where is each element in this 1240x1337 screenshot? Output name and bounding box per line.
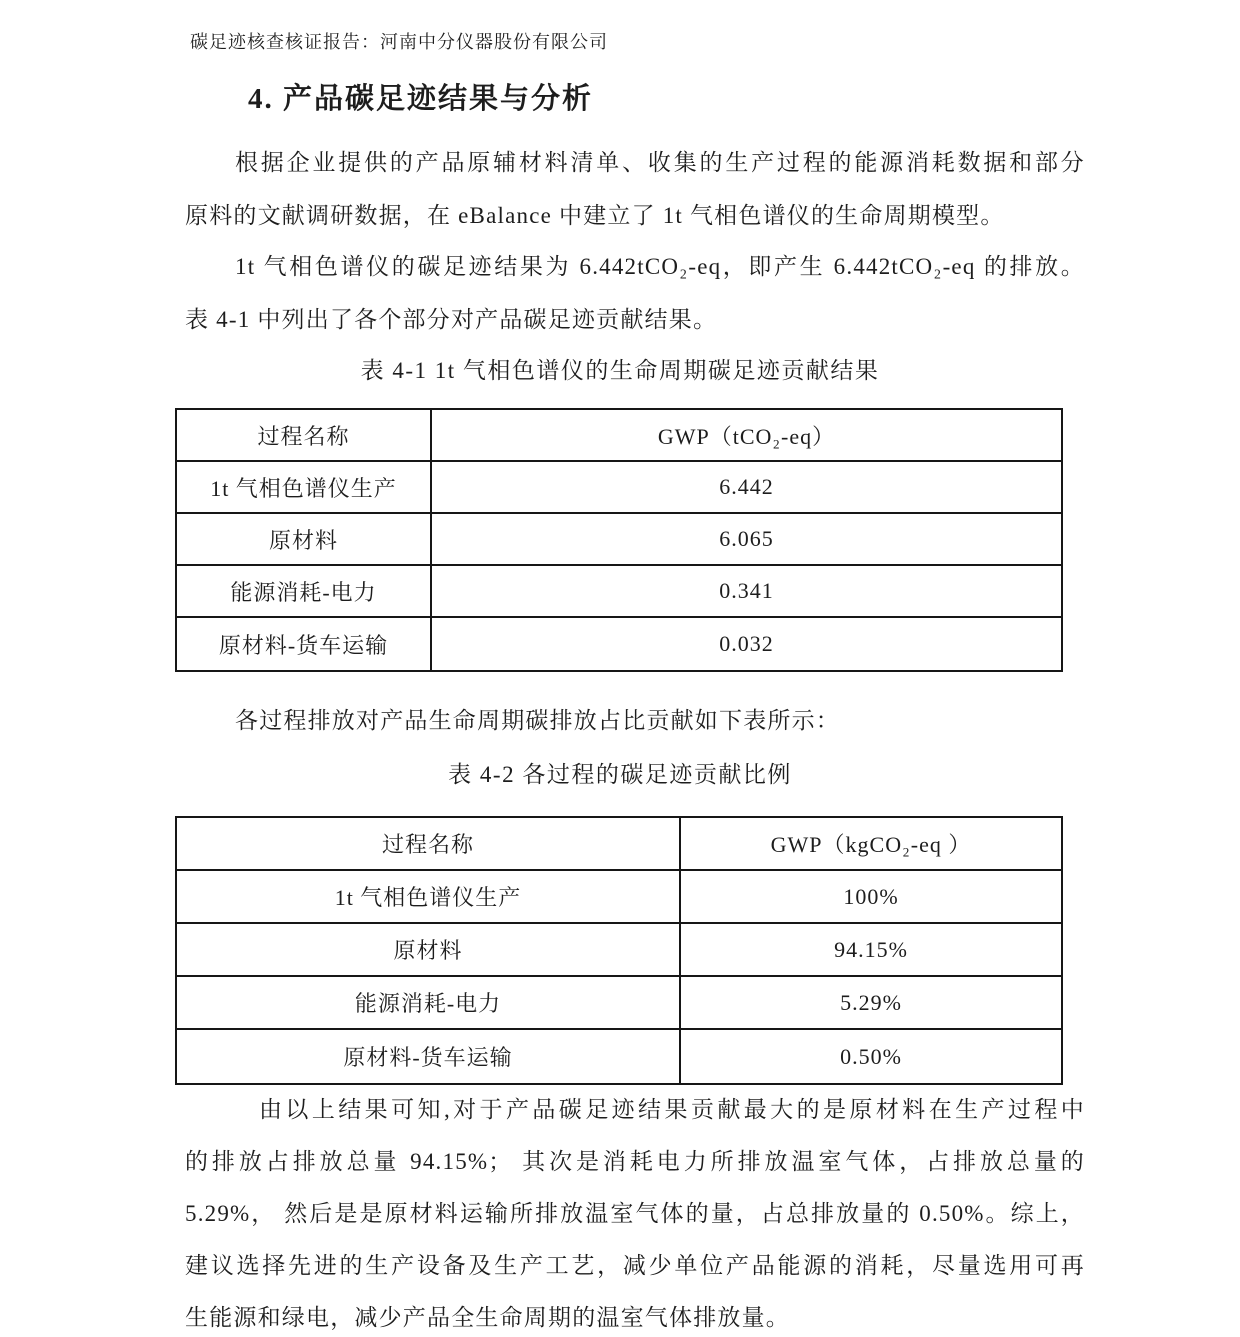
paragraph-line: 原料的文献调研数据，在 eBalance 中建立了 1t 气相色谱仪的生命周期模型。 xyxy=(185,203,1005,228)
table-cell-process: 原材料 xyxy=(177,514,432,566)
table-cell-process: 原材料-货车运输 xyxy=(177,1030,681,1083)
paragraph-line: 根据企业提供的产品原辅材料清单、收集的生产过程的能源消耗数据和部分 xyxy=(235,150,1085,175)
paragraph-model-intro xyxy=(185,136,1085,242)
table-cell-value: 0.341 xyxy=(432,566,1061,618)
table-cell-process: 原材料 xyxy=(177,924,681,977)
table-cell-process: 能源消耗-电力 xyxy=(177,566,432,618)
table-4-2-caption: 表 4-2 各过程的碳足迹贡献比例 xyxy=(448,762,792,787)
table-cell-value: 0.50% xyxy=(840,1043,902,1069)
table-cell-process: 原材料-货车运输 xyxy=(177,618,432,670)
table-4-1-header-gwp: GWP（tCO₂-eq） xyxy=(432,410,1061,462)
table-cell-value: 6.065 xyxy=(432,514,1061,566)
table-cell-value: 6.442 xyxy=(432,462,1061,514)
paragraph-ratio-intro xyxy=(185,694,1085,747)
paragraph-line: 各过程排放对产品生命周期碳排放占比贡献如下表所示： xyxy=(235,708,840,733)
paragraph-conclusion xyxy=(185,1084,1085,1337)
paragraph-line: 表 4-1 中列出了各个部分对产品碳足迹贡献结果。 xyxy=(185,307,718,332)
table-cell-value: 94.15% xyxy=(681,924,1061,977)
table-4-1 xyxy=(175,408,1063,672)
table-cell-value: 5.29% xyxy=(681,977,1061,1030)
table-4-1-header-process: 过程名称 xyxy=(177,410,432,462)
table-4-1-caption: 表 4-1 1t 气相色谱仪的生命周期碳足迹贡献结果 xyxy=(360,358,880,383)
table-4-2-header-process: 过程名称 xyxy=(177,818,681,871)
section-title: 4. 产品碳足迹结果与分析 xyxy=(248,83,594,115)
paragraph-line: 建议选择先进的生产设备及生产工艺，减少单位产品能源的消耗，尽量选用可再 xyxy=(185,1253,1085,1278)
table-cell-process: 1t 气相色谱仪生产 xyxy=(177,462,432,514)
table-4-2 xyxy=(175,816,1063,1085)
table-cell-value: 100% xyxy=(681,871,1061,924)
paragraph-footprint-result xyxy=(185,240,1085,346)
table-cell-process: 能源消耗-电力 xyxy=(177,977,681,1030)
table-cell-process: 1t 气相色谱仪生产 xyxy=(177,871,681,924)
table-4-2-header-gwp: GWP（kgCO₂-eq ） xyxy=(681,818,1061,871)
paragraph-line: 1t 气相色谱仪的碳足迹结果为 6.442tCO₂-eq，即产生 6.442tCO₂-eq 的排放。 xyxy=(235,254,1085,279)
paragraph-line: 生能源和绿电，减少产品全生命周期的温室气体排放量。 xyxy=(185,1305,790,1330)
paragraph-line: 的排放占排放总量 94.15%； 其次是消耗电力所排放温室气体，占排放总量的 xyxy=(185,1149,1085,1174)
paragraph-line: 由以上结果可知,对于产品碳足迹结果贡献最大的是原材料在生产过程中 xyxy=(259,1097,1085,1122)
report-header: 碳足迹核查核证报告：河南中分仪器股份有限公司 xyxy=(190,32,608,52)
table-cell-value: 0.032 xyxy=(719,631,774,656)
paragraph-line: 5.29%， 然后是是原材料运输所排放温室气体的量，占总排放量的 0.50%。综上， xyxy=(185,1201,1085,1226)
